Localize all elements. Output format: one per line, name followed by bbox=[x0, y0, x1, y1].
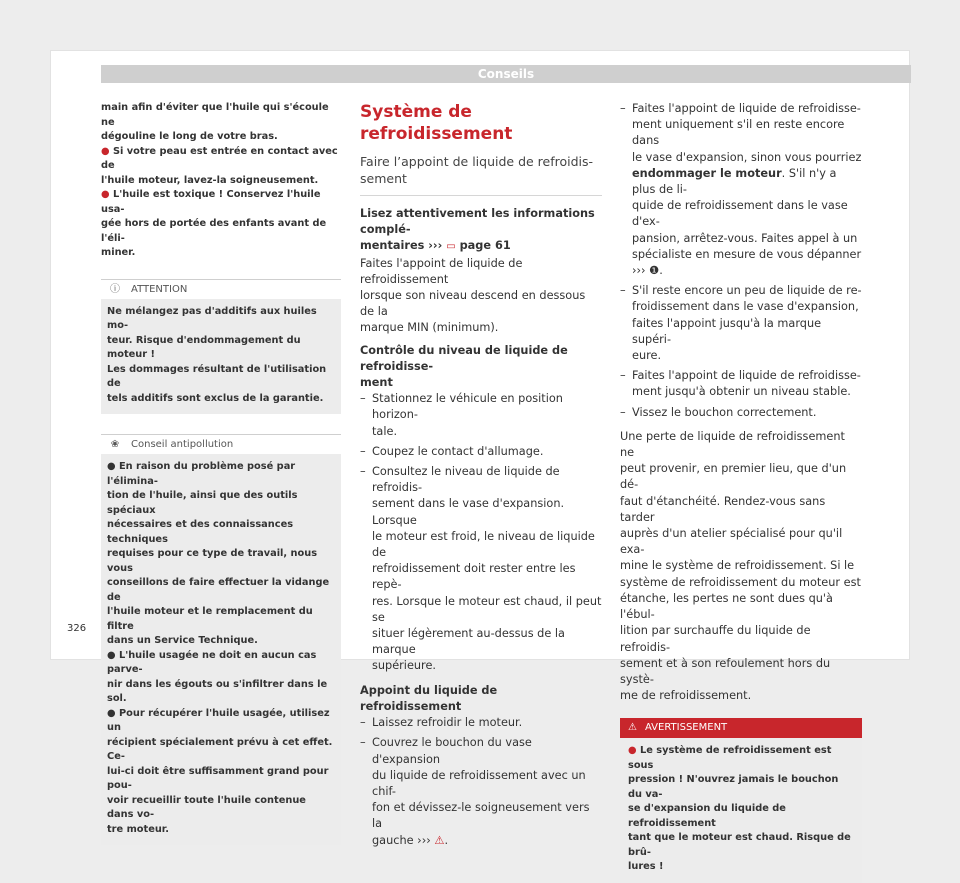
text-line: – Coupez le contact d'allumage. bbox=[372, 444, 544, 458]
text-line: lures ! bbox=[628, 861, 664, 873]
text-line: Faire l’appoint de liquide de refroidis- bbox=[360, 154, 594, 169]
para-leak bbox=[620, 429, 862, 704]
text-line: ment jusqu'à obtenir un niveau stable. bbox=[632, 385, 851, 399]
text-line: Ne mélangez pas d'additifs aux huiles mo- bbox=[107, 305, 317, 331]
header-bar bbox=[101, 65, 911, 83]
text-line: – S'il reste encore un peu de liquide de re- bbox=[632, 284, 862, 298]
text-line: gée hors de portée des enfants avant de l'éli- bbox=[101, 218, 327, 244]
text-line: Une perte de liquide de refroidissement ne bbox=[620, 429, 845, 460]
warning-triangle-icon: ⚠ bbox=[628, 722, 637, 734]
text-line: miner. bbox=[101, 247, 136, 258]
eco-body bbox=[101, 454, 341, 845]
step-item bbox=[360, 391, 602, 440]
text-line: – Consultez le niveau de liquide de refroidis- bbox=[372, 465, 560, 495]
text-line: gauche bbox=[372, 833, 414, 847]
text-line: Faites l'appoint de liquide de refroidissement bbox=[360, 256, 523, 286]
warning-title: AVERTISSEMENT bbox=[644, 722, 728, 734]
step-item bbox=[360, 464, 602, 675]
text-line: requises pour ce type de travail, nous vous bbox=[107, 548, 318, 574]
subheading-control bbox=[360, 343, 602, 392]
attention-header bbox=[101, 279, 341, 299]
text-line: sement bbox=[360, 171, 407, 186]
text-line: dans un Service Technique. bbox=[107, 635, 258, 646]
text-line: teur. Risque d'endommagement du moteur ! bbox=[107, 334, 301, 360]
text-line: tre moteur. bbox=[107, 823, 169, 835]
text-line: tion de l'huile, ainsi que des outils spéciaux bbox=[107, 490, 298, 516]
text-line: – Laissez refroidir le moteur. bbox=[372, 716, 523, 730]
text-line: système de refroidissement du moteur est bbox=[620, 575, 861, 589]
arrow-icon: ››› bbox=[632, 264, 646, 278]
step-item bbox=[360, 444, 602, 460]
text-line: – Couvrez le bouchon du vase d'expansion bbox=[372, 736, 532, 766]
text-line: Le système de refroidissement est sous bbox=[628, 745, 832, 771]
text-line: me de refroidissement. bbox=[620, 689, 752, 703]
column-left bbox=[101, 101, 341, 845]
lead-text bbox=[360, 206, 602, 256]
warning-triangle-icon: ⚠ bbox=[434, 833, 445, 847]
text-line: eure. bbox=[632, 349, 662, 363]
text-line: voir recueillir toute l'huile contenue dans vo- bbox=[107, 794, 306, 820]
text-line: mine le système de refroidissement. Si le bbox=[620, 559, 855, 573]
step-item bbox=[620, 368, 862, 400]
text-line: sement dans le vase d'expansion. Lorsque bbox=[372, 497, 565, 527]
exclamation-circle-icon: ❶ bbox=[649, 264, 660, 278]
column-middle bbox=[360, 101, 602, 849]
book-icon: ▭ bbox=[446, 241, 456, 253]
bullet-icon: ● bbox=[107, 707, 119, 719]
text-line: res. Lorsque le moteur est chaud, il peut se bbox=[372, 594, 602, 624]
header-title: Conseils bbox=[477, 67, 535, 81]
section-subtitle bbox=[360, 153, 602, 196]
subheading-refill: Appoint du liquide de refroidissement bbox=[360, 683, 498, 713]
bullet-icon: ● bbox=[101, 189, 113, 200]
eco-box bbox=[101, 434, 341, 845]
text-line: L'huile est toxique ! Conservez l'huile usa- bbox=[101, 189, 321, 215]
text-line: Pour récupérer l'huile usagée, utilisez un bbox=[107, 707, 330, 733]
text-line: sement et à son refoulement hors du systè- bbox=[620, 656, 831, 686]
text-line: nécessaires et des connaissances techniques bbox=[107, 519, 294, 545]
text-line: – Stationnez le véhicule en position horizon- bbox=[372, 392, 563, 422]
text-line: lui-ci doit être suffisamment grand pour pou- bbox=[107, 765, 329, 791]
text-line: – Faites l'appoint de liquide de refroidisse- bbox=[632, 369, 861, 383]
text-line: L'huile usagée ne doit en aucun cas parve- bbox=[107, 649, 317, 675]
text-line: pansion, arrêtez-vous. Faites appel à un bbox=[632, 231, 858, 245]
text-line: Les dommages résultant de l'utilisation de bbox=[107, 363, 327, 389]
text-line: situer légèrement au-dessus de la marque bbox=[372, 627, 565, 657]
text-line: tant que le moteur est chaud. Risque de brû- bbox=[628, 832, 851, 858]
arrow-icon: ››› bbox=[417, 833, 431, 847]
bullet-icon: ● bbox=[101, 145, 113, 157]
text-line: – Faites l'appoint de liquide de refroidisse- bbox=[632, 102, 861, 115]
para-intro bbox=[360, 256, 602, 337]
text-line: Si votre peau est entrée en contact avec de bbox=[101, 145, 338, 171]
text-line: Lisez attentivement les informations complé- bbox=[360, 207, 595, 237]
bullet-icon: ● bbox=[107, 649, 119, 661]
section-title: Système de refroidissement bbox=[360, 102, 513, 144]
eco-header bbox=[101, 434, 341, 454]
text-line: étanche, les pertes ne sont dues qu'à l'ébul- bbox=[620, 591, 833, 622]
eco-title: Conseil antipollution bbox=[131, 439, 234, 450]
info-circle-icon: ⓘ bbox=[110, 283, 120, 295]
text-line: le moteur est froid, le niveau de liquide de bbox=[372, 529, 595, 560]
text-line: marque MIN (minimum). bbox=[360, 321, 499, 335]
text-line: conseillons de faire effectuer la vidange de bbox=[107, 577, 330, 603]
page-number: 326 bbox=[67, 623, 87, 634]
step-item bbox=[620, 283, 862, 364]
attention-body bbox=[101, 299, 341, 415]
text-line: auprès d'un atelier spécialisé pour qu'il exa- bbox=[620, 527, 843, 557]
arrow-icon: ››› bbox=[428, 239, 443, 253]
column-right bbox=[620, 101, 862, 883]
text-line: faut d'étanchéité. Rendez-vous sans tarder bbox=[620, 494, 826, 524]
text-line: . S'il n'y a plus de li- bbox=[632, 166, 837, 197]
text-line: l'huile moteur et le remplacement du filtre bbox=[107, 606, 313, 632]
attention-box bbox=[101, 279, 341, 415]
bullet-toxic bbox=[101, 188, 341, 261]
text-line: lorsque son niveau descend en dessous de la bbox=[360, 289, 586, 319]
text-line: supérieure. bbox=[372, 659, 436, 673]
step-item bbox=[360, 715, 602, 731]
text-line: dégouline le long de votre bras. bbox=[101, 131, 278, 142]
text-line: refroidissement doit rester entre les repè- bbox=[372, 562, 576, 592]
page bbox=[50, 50, 910, 873]
intro-text bbox=[101, 101, 341, 145]
text-line: du liquide de refroidissement avec un chif- bbox=[372, 768, 586, 798]
text-line: récipient spécialement prévu à cet effet. Ce- bbox=[107, 736, 333, 762]
bullet-icon: ● bbox=[107, 461, 119, 472]
text-line: Contrôle du niveau de liquide de refroidisse- bbox=[360, 343, 568, 373]
text-line: mentaires bbox=[360, 239, 425, 253]
text-line: spécialiste en mesure de vous dépanner bbox=[632, 247, 862, 261]
text-line: nir dans les égouts ou s'infiltrer dans le sol. bbox=[107, 678, 328, 704]
step-item: – Faites l'appoint de liquide de refroidisse- ment uniquement s'il en reste encore dans le vase d'expansion, sinon vous pourriez endommager le moteur. S'il n'y a plus de li- quide de refroidissement dans le vase d'ex- pansion, arrêtez-vous. Faites appel à un spécialiste en mesure de vous dépanner ››› ❶. bbox=[620, 101, 862, 279]
text-line: lition par surchauffe du liquide de refroidis- bbox=[620, 624, 811, 654]
leaf-icon: ❀ bbox=[110, 439, 120, 450]
step-item: – Couvrez le bouchon du vase d'expansion du liquide de refroidissement avec un chif- fon et dévissez-le soigneusement vers la gauche ››› ⚠. bbox=[360, 735, 602, 848]
bullet-skin bbox=[101, 145, 341, 189]
text-line: ment uniquement s'il en reste encore dans bbox=[632, 118, 845, 148]
text-line: En raison du problème posé par l'élimina- bbox=[107, 461, 296, 487]
text-line: main afin d'éviter que l'huile qui s'écoule ne bbox=[101, 102, 329, 128]
text-line: – Vissez le bouchon correctement. bbox=[632, 405, 817, 419]
warning-box bbox=[620, 718, 862, 883]
bullet-icon: ● bbox=[628, 745, 640, 757]
text-line: le vase d'expansion, sinon vous pourriez bbox=[632, 150, 862, 164]
warning-body bbox=[620, 738, 862, 883]
text-line: froidissement dans le vase d'expansion, bbox=[632, 300, 859, 314]
page-reference-link[interactable]: page 61 bbox=[459, 239, 511, 253]
text-line: tale. bbox=[372, 424, 398, 438]
text-line: l'huile moteur, lavez-la soigneusement. bbox=[101, 174, 319, 186]
text-line: quide de refroidissement dans le vase d'ex- bbox=[632, 199, 848, 229]
text-line: peut provenir, en premier lieu, que d'un dé- bbox=[620, 462, 847, 492]
step-item bbox=[620, 405, 862, 421]
text-line: faites l'appoint jusqu'à la marque supéri- bbox=[632, 316, 822, 346]
text-line: pression ! N'ouvrez jamais le bouchon du va- bbox=[628, 774, 839, 800]
warning-header bbox=[620, 718, 862, 738]
text-line: se d'expansion du liquide de refroidissement bbox=[628, 803, 786, 829]
text-line: ment bbox=[360, 376, 393, 390]
attention-title: ATTENTION bbox=[131, 283, 188, 295]
emphasis-text: endommager le moteur bbox=[632, 166, 782, 180]
text-line: fon et dévissez-le soigneusement vers la bbox=[372, 801, 590, 831]
text-line: tels additifs sont exclus de la garantie. bbox=[107, 392, 324, 404]
